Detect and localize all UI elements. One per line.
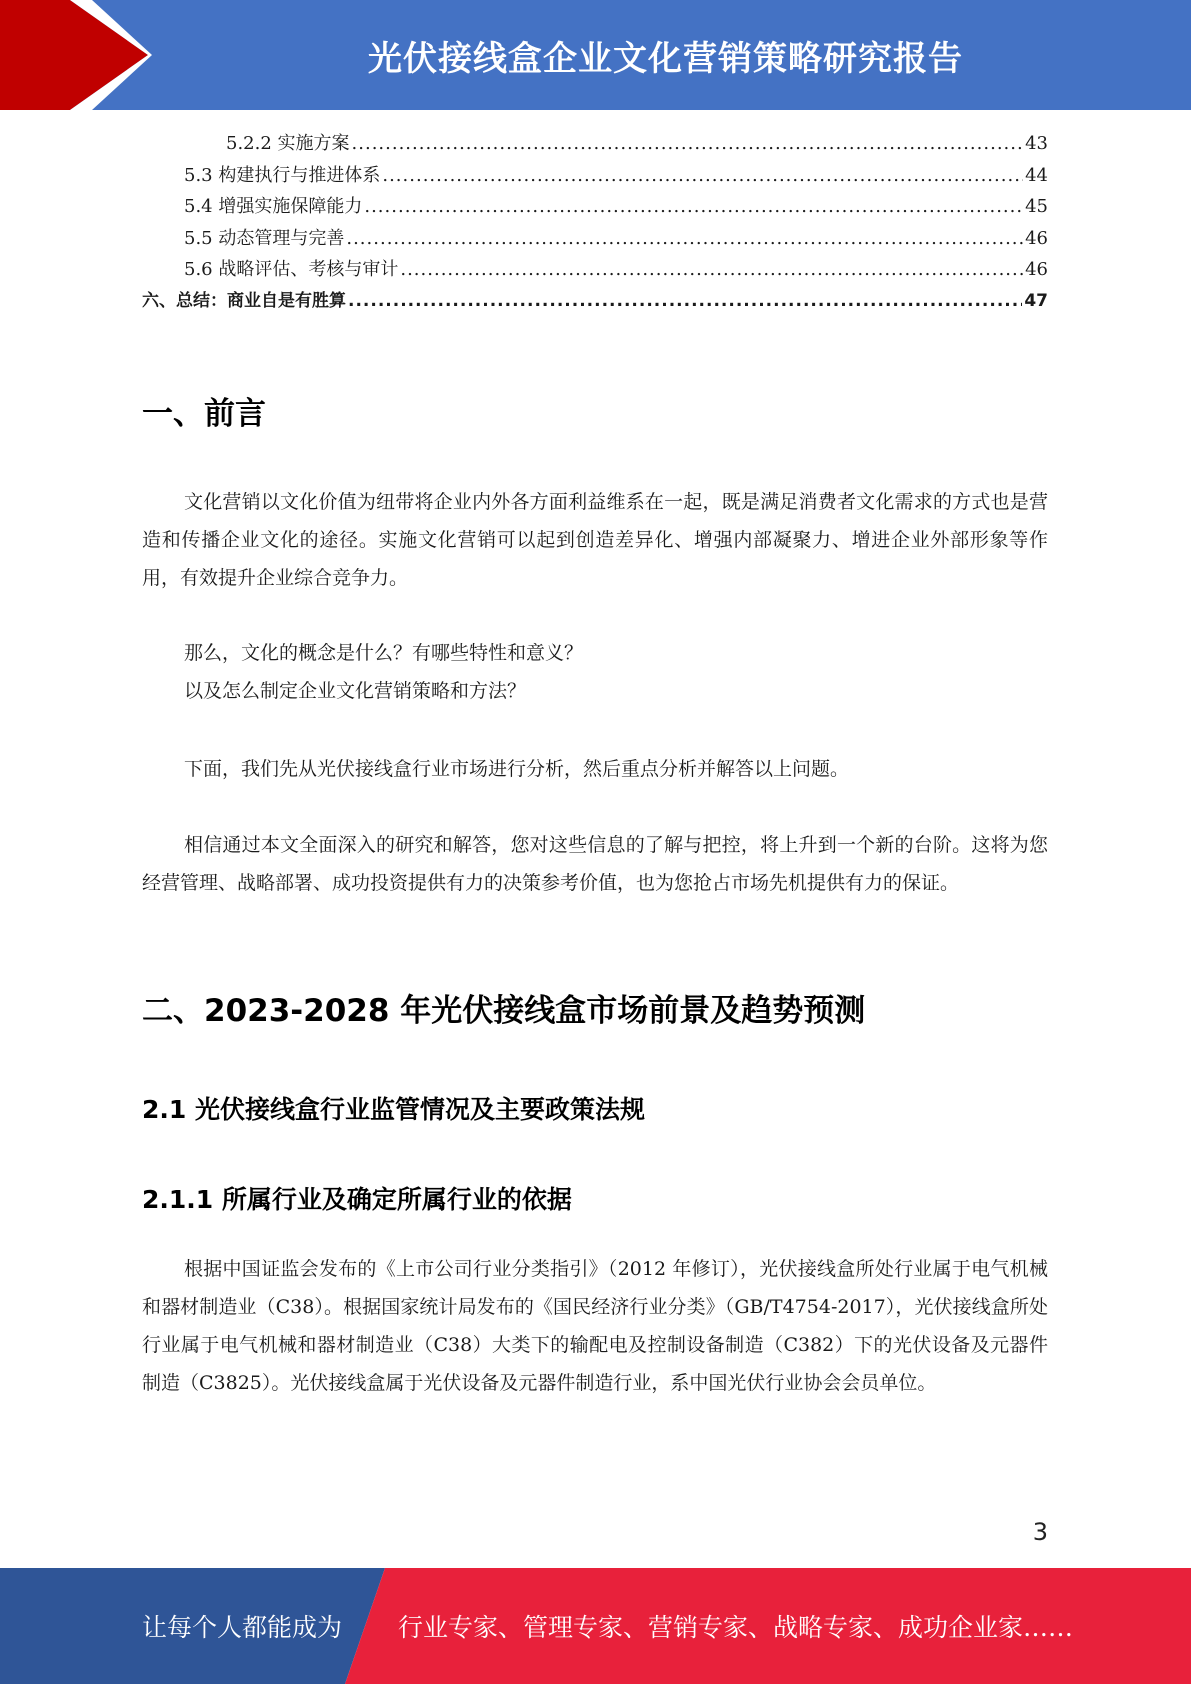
page-number: 3 [1032,1518,1048,1546]
toc-leader-dots [352,128,1024,160]
toc-leader-dots [382,160,1023,192]
report-header [0,0,1191,110]
toc-entry[interactable] [142,128,1048,160]
footer-slogan-right: 行业专家、管理专家、营销专家、战略专家、成功企业家…… [398,1613,1074,1642]
preface-question-2: 以及怎么制定企业文化营销策略和方法？ [184,680,527,702]
toc-entry-label: 5.3 构建执行与推进体系 [184,164,381,186]
preface-paragraph-1: 文化营销以文化价值为纽带将企业内外各方面利益维系在一起，既是满足消费者文化需求的方式也是营造和传播企业文化的途径。实施文化营销可以起到创造差异化、增强内部凝聚力、增进企业外部形象等作用，有效提升企业综合竞争力。 [142,491,1048,589]
report-title: 光伏接线盒企业文化营销策略研究报告 [368,38,963,79]
toc-entry-label: 5.4 增强实施保障能力 [184,196,363,217]
toc-entry-page: 46 [1025,227,1048,249]
toc-entry-page: 46 [1025,259,1048,280]
toc-leader-dots [364,191,1023,223]
toc-entry[interactable] [142,286,1048,318]
toc-entry-label: 5.2.2 实施方案 [226,133,350,154]
toc-entry-label: 5.5 动态管理与完善 [184,227,345,249]
toc-entry[interactable] [142,160,1048,192]
industry-classification-paragraph: 根据中国证监会发布的《上市公司行业分类指引》（2012 年修订），光伏接线盒所处行业属于电气机械和器材制造业（C38）。根据国家统计局发布的《国民经济行业分类》（GB/T4754-2017），光伏接线盒所处行业属于电气机械和器材制造业（C38）大类下的输配电及控制设备制造（C382）下的光伏设备及元器件制造（C3825）。光伏接线盒属于光伏设备及元器件制造行业，系中国光伏行业协会会员单位。 [142,1258,1048,1394]
footer-slogan-left: 让每个人都能成为 [142,1613,343,1642]
preface-question-1: 那么，文化的概念是什么？有哪些特性和意义？ [184,642,584,664]
subsection-heading-2-1-1: 2.1.1 所属行业及确定所属行业的依据 [142,1185,572,1214]
preface-paragraph-2: 下面，我们先从光伏接线盒行业市场进行分析，然后重点分析并解答以上问题。 [184,758,850,780]
toc-entry[interactable] [142,254,1048,286]
toc-entry-page: 43 [1025,133,1048,154]
toc-entry-label: 六、总结：商业自是有胜算 [142,290,346,311]
toc-entry-page: 45 [1025,196,1048,217]
subsection-heading-2-1: 2.1 光伏接线盒行业监管情况及主要政策法规 [142,1095,645,1124]
toc-entry-label: 5.6 战略评估、考核与审计 [184,259,399,280]
table-of-contents [142,128,1048,317]
report-footer [0,1568,1191,1684]
section-heading-market-outlook: 二、2023-2028 年光伏接线盒市场前景及趋势预测 [142,993,866,1029]
toc-leader-dots [346,223,1023,255]
toc-entry-page: 47 [1024,290,1048,311]
section-heading-preface: 一、前言 [142,396,266,432]
toc-leader-dots [348,286,1022,318]
toc-entry[interactable] [142,223,1048,255]
toc-entry-page: 44 [1025,164,1048,186]
toc-entry[interactable] [142,191,1048,223]
preface-paragraph-3: 相信通过本文全面深入的研究和解答，您对这些信息的了解与把控，将上升到一个新的台阶。这将为您经营管理、战略部署、成功投资提供有力的决策参考价值，也为您抢占市场先机提供有力的保证。 [142,834,1048,894]
toc-leader-dots [400,254,1023,286]
